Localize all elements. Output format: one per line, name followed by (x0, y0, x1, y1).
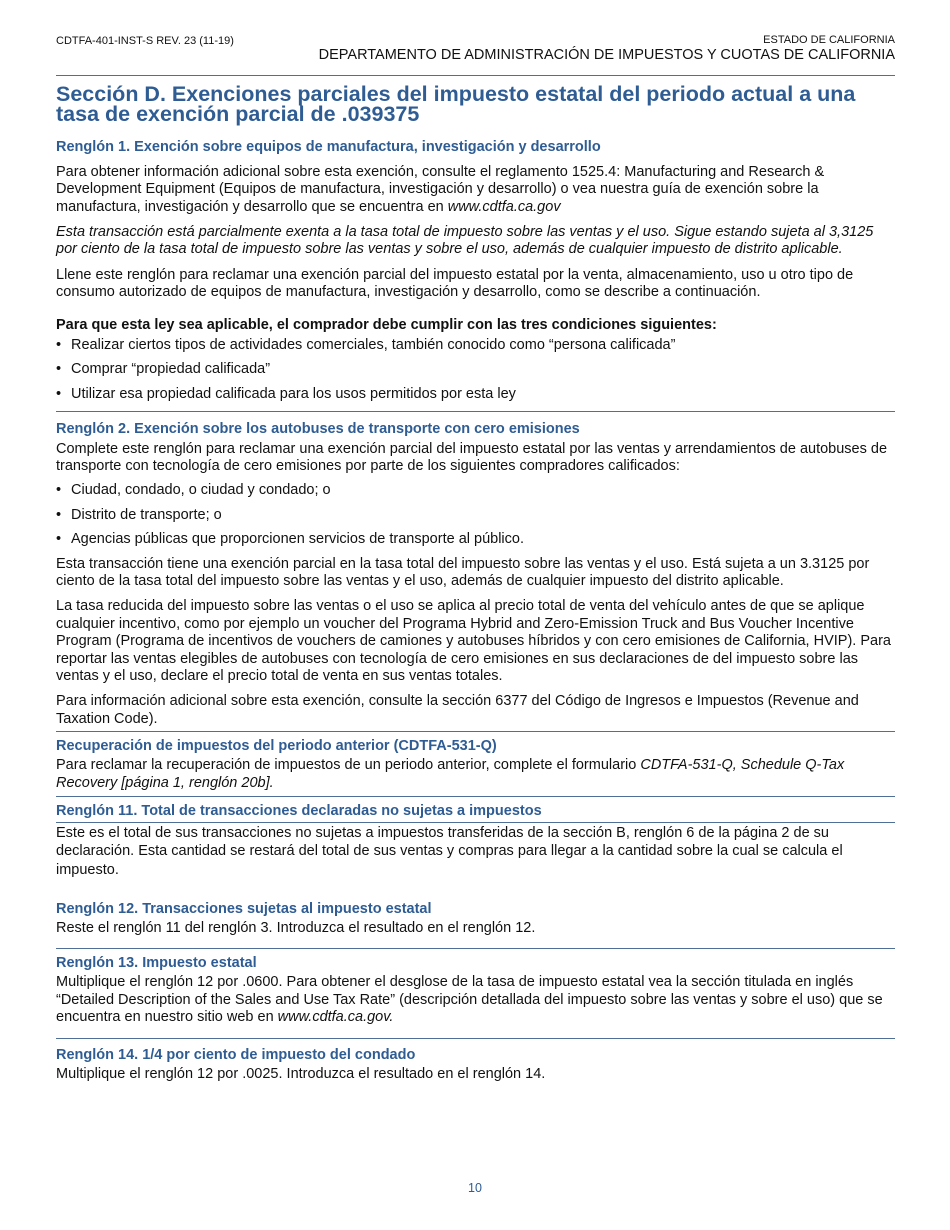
page-number: 10 (468, 1181, 482, 1195)
header-agency (319, 34, 895, 63)
tax-recovery-body: Para reclamar la recuperación de impuestos de un periodo anterior, complete el formulario (56, 757, 641, 774)
conditions-heading: Para que esta ley sea aplicable, el comprador debe cumplir con las tres condiciones siguientes: (56, 316, 717, 333)
line-2-heading: Renglón 2. Exención sobre los autobuses de transporte con cero emisiones (56, 421, 580, 438)
section-d-title (56, 82, 895, 126)
section-title-line-2: tasa de exención parcial de .039375 (56, 101, 420, 126)
line-12-heading: Renglón 12. Transacciones sujetas al impuesto estatal (56, 901, 432, 918)
cdtfa-website-link[interactable]: www.cdtfa.ca.gov (447, 198, 561, 215)
list-item: • Distrito de transporte; o (56, 507, 895, 524)
line-11-text: Este es el total de sus transacciones no sujetas a impuestos transferidas de la sección B, renglón 6 de la página 2 de su declaración. Esta cantidad se restará del total de sus ventas y compras para llegar a la cantidad sobre la cual se calcula el impuesto. (56, 824, 843, 878)
line-1-paragraph-1 (56, 164, 895, 216)
qualified-purchasers-list (56, 482, 895, 548)
document-page (56, 34, 895, 1083)
line-2-paragraph-3: La tasa reducida del impuesto sobre las ventas o el uso se aplica al precio total de venta del vehículo antes de que se aplique cualquier incentivo, como por ejemplo un voucher del Programa Hybrid and Zero-Emission Truck and Bus Voucher Incentive Program (Programa de incentivos de vouchers de camiones y autobuses híbridos y con cero emisiones de California, HVIP). Para reportar las ventas elegibles de autobuses con tecnología de cero emisiones en sus declaraciones de del impuesto sobre las ventas y el uso, declare el precio total de venta en sus ventas totales. (56, 598, 891, 684)
list-item: • Ciudad, condado, o ciudad y condado; o (56, 482, 895, 499)
divider (56, 75, 895, 76)
department-name: DEPARTAMENTO DE ADMINISTRACIÓN DE IMPUESTOS Y CUOTAS DE CALIFORNIA (318, 47, 895, 63)
section-title-line-1: Sección D. Exenciones parciales del impuesto estatal del periodo actual a una (56, 82, 856, 106)
line-1-paragraph-3: Llene este renglón para reclamar una exención parcial del impuesto estatal por la venta, almacenamiento, uso u otro tipo de consumo autorizado de equipos de manufactura, investigación y desarrollo, como se describe a continuación. (56, 266, 854, 301)
list-item: • Utilizar esa propiedad calificada para los usos permitidos por esta ley (56, 386, 895, 403)
line-11-heading: Renglón 11. Total de transacciones declaradas no sujetas a impuestos (56, 803, 542, 820)
divider (56, 822, 895, 823)
line-13-text (56, 974, 895, 1026)
line-1-heading: Renglón 1. Exención sobre equipos de manufactura, investigación y desarrollo (56, 138, 601, 155)
tax-recovery-heading: Recuperación de impuestos del periodo anterior (CDTFA-531-Q) (56, 738, 497, 755)
line-2-paragraph-1: Complete este renglón para reclamar una exención parcial del impuesto estatal por las ventas y arrendamientos de autobuses de transporte con tecnología de cero emisiones por parte de los siguientes compradores calificados: (56, 440, 888, 474)
line-12-text: Reste el renglón 11 del renglón 3. Introduzca el resultado en el renglón 12. (56, 919, 536, 936)
line-2-paragraph-4: Para información adicional sobre esta exención, consulte la sección 6377 del Código de Ingresos e Impuestos (Revenue and Taxation Code). (56, 693, 859, 727)
cdtfa-website-link[interactable]: www.cdtfa.ca.gov. (277, 1009, 394, 1026)
list-item: • Comprar “propiedad calificada” (56, 361, 895, 378)
divider (56, 411, 895, 412)
page-header (56, 34, 895, 63)
conditions-list (56, 337, 895, 403)
tax-recovery-text (56, 757, 895, 792)
divider (56, 796, 895, 797)
form-id: CDTFA-401-INST-S REV. 23 (11-19) (56, 35, 234, 47)
divider (56, 948, 895, 949)
state-name: ESTADO DE CALIFORNIA (763, 34, 895, 46)
list-item: • Agencias públicas que proporcionen servicios de transporte al público. (56, 531, 895, 548)
line-14-heading: Renglón 14. 1/4 por ciento de impuesto del condado (56, 1046, 416, 1063)
line-13-body: Multiplique el renglón 12 por .0600. Para obtener el desglose de la tasa de impuesto estatal vea la sección titulada en inglés “Detailed Description of the Sales and Use Tax Rate” (descripción detallada del impuesto sobre las ventas y sobre el uso) que se encuentra en nuestro sitio web en (56, 974, 883, 1026)
line-1-paragraph-2: Esta transacción está parcialmente exenta a la tasa total de impuesto sobre las ventas y el uso. Sigue estando sujeta al 3,3125 por ciento de la tasa total de impuesto sobre las ventas y sobre el uso, además de cualquier impuesto de distrito aplicable. (56, 224, 874, 258)
form-reference: CDTFA-531-Q, Schedule Q-Tax Recovery [página 1, renglón 20b]. (56, 757, 845, 791)
line-1-p1-text: Para obtener información adicional sobre esta exención, consulte el reglamento 1525.4: Manufacturing and Research & Development Equipment (Equipos de manufactura, investigación y desarrollo) o vea nuestra guía de exención sobre la manufactura, investigación y desarrollo que se encuentra en (56, 163, 825, 215)
list-item: • Realizar ciertos tipos de actividades comerciales, también conocido como “persona calificada” (56, 337, 895, 354)
line-2-paragraph-2: Esta transacción tiene una exención parcial en la tasa total del impuesto sobre las ventas y el uso. Está sujeta a un 3.3125 por ciento de la tasa total del impuesto sobre las ventas y el uso, además de cualquier impuesto del distrito aplicable. (56, 555, 870, 589)
divider (56, 731, 895, 732)
line-13-heading: Renglón 13. Impuesto estatal (56, 955, 257, 972)
line-14-text: Multiplique el renglón 12 por .0025. Introduzca el resultado en el renglón 14. (56, 1066, 546, 1083)
divider (56, 1038, 895, 1039)
